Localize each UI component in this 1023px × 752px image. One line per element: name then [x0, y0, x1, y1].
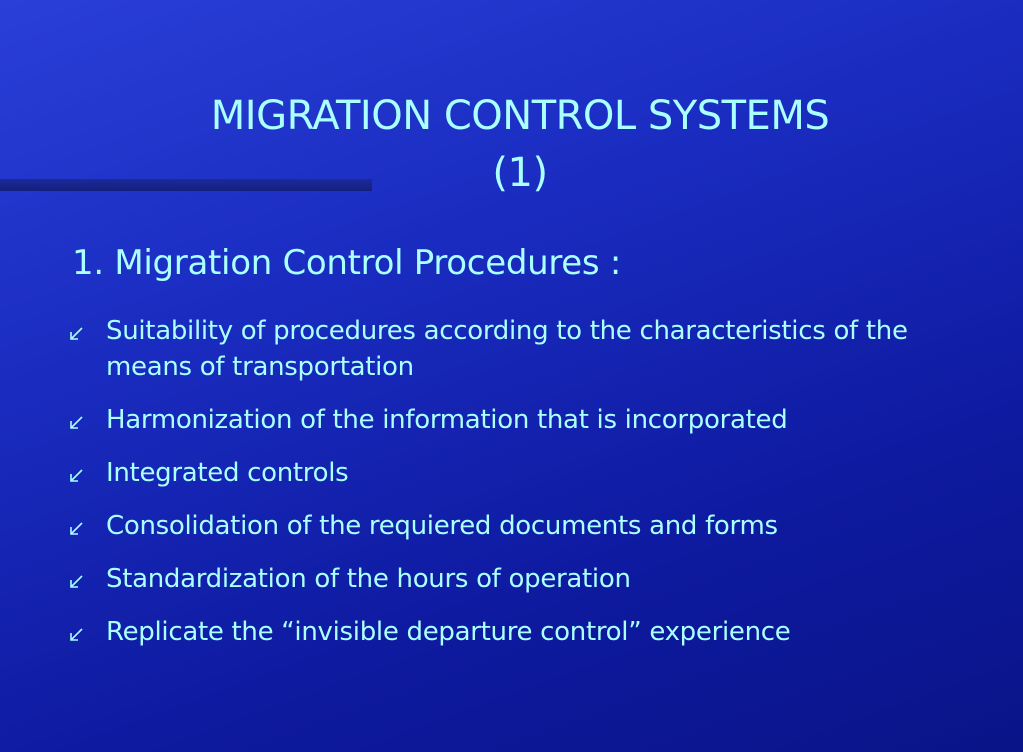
arrow-down-left-icon: [66, 571, 86, 591]
bullet-text: Integrated controls: [106, 458, 349, 488]
bullet-text: Standardization of the hours of operation: [106, 564, 631, 594]
bullet-text: Consolidation of the requiered documents and forms: [106, 511, 778, 541]
bullet-item: [66, 614, 966, 650]
arrow-down-left-icon: [66, 465, 86, 485]
bullet-item: [66, 455, 966, 491]
bullet-item: [66, 561, 966, 597]
bullet-item: [66, 402, 966, 438]
bullet-item: [66, 313, 966, 385]
bullet-list: [66, 313, 966, 667]
section-heading: 1. Migration Control Procedures :: [72, 243, 621, 283]
arrow-down-left-icon: [66, 412, 86, 432]
slide-title: [0, 88, 1023, 202]
slide-title-line-2: (1): [492, 150, 548, 196]
arrow-down-left-icon: [66, 518, 86, 538]
bullet-text: Suitability of procedures according to the characteristics of the means of transportation: [106, 316, 908, 382]
bullet-text: Replicate the “invisible departure control” experience: [106, 617, 791, 647]
arrow-down-left-icon: [66, 624, 86, 644]
arrow-down-left-icon: [66, 323, 86, 343]
bullet-text: Harmonization of the information that is incorporated: [106, 405, 788, 435]
bullet-item: [66, 508, 966, 544]
slide-title-line-1: MIGRATION CONTROL SYSTEMS: [210, 93, 830, 139]
